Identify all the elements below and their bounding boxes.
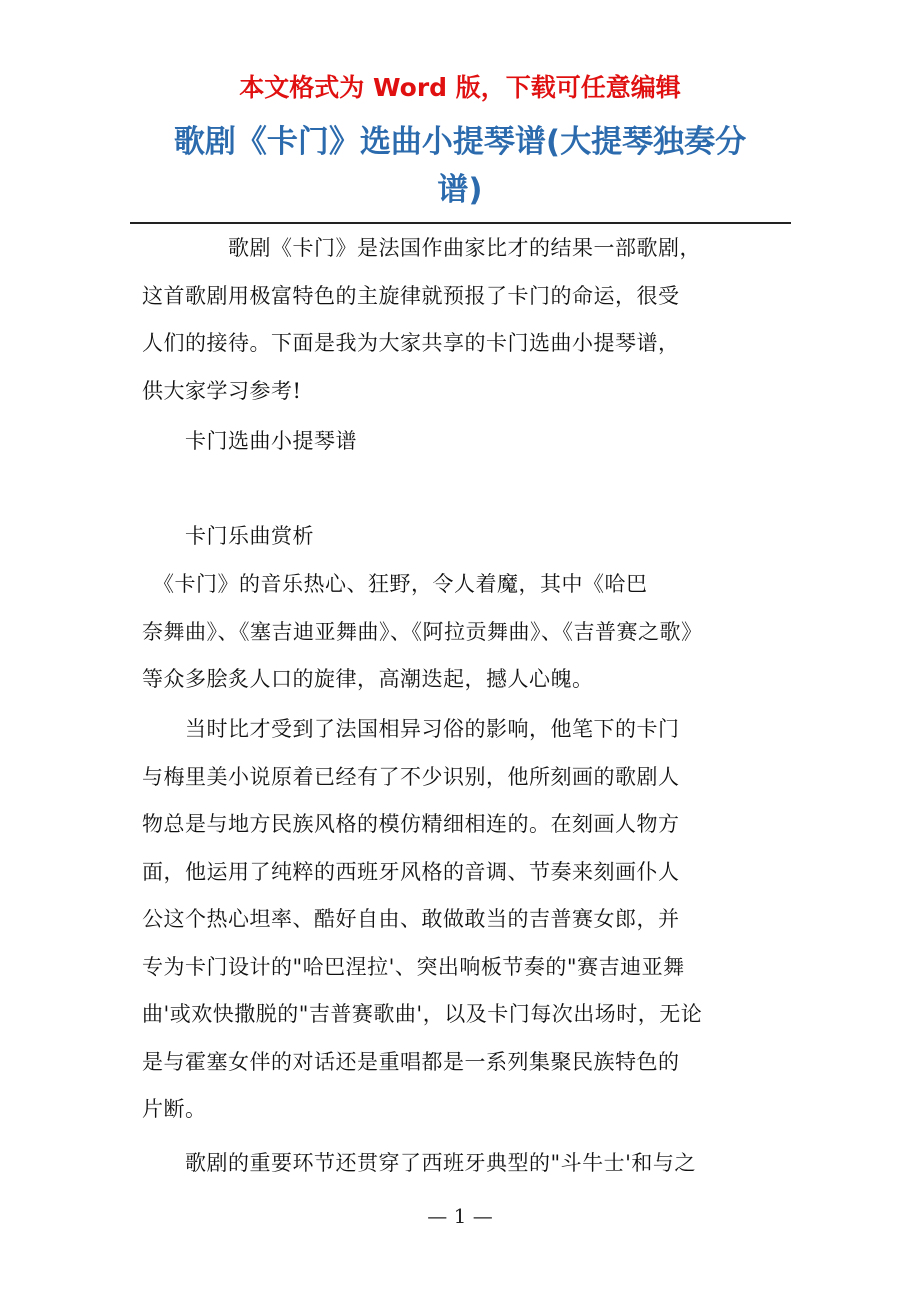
text-line: 当时比才受到了法国相异习俗的影响，他笔下的卡门	[142, 717, 680, 741]
text-line: 《卡门》的音乐热心、狂野，令人着魔，其中《哈巴	[142, 572, 648, 596]
text-line: 与梅里美小说原着已经有了不少识别，他所刻画的歌剧人	[142, 764, 680, 789]
section-heading-appreciation	[142, 513, 782, 561]
document-title	[130, 118, 790, 214]
text-line: 歌剧的重要环节还贯穿了西班牙典型的"斗牛士'和与之	[142, 1151, 696, 1175]
section-heading-score	[142, 418, 782, 466]
text-line: 这首歌剧用极富特色的主旋律就预报了卡门的命运，很受	[142, 283, 680, 308]
text-line: 物总是与地方民族风格的模仿精细相连的。在刻画人物方	[142, 812, 680, 836]
title-line: 谱)	[437, 172, 483, 208]
text-line: 等众多脍炙人口的旋律，高潮迭起，撼人心魄。	[142, 667, 594, 691]
text-line: 面，他运用了纯粹的西班牙风格的音调、节奏来刻画仆人	[142, 859, 680, 884]
text-line: 曲'或欢快撒脱的"吉普赛歌曲'，以及卡门每次出场时，无论	[142, 1002, 703, 1026]
title-line: 歌剧《卡门》选曲小提琴谱(大提琴独奏分	[173, 124, 747, 160]
text-line: 片断。	[142, 1097, 207, 1121]
text-line: 奈舞曲》、《塞吉迪亚舞曲》、《阿拉贡舞曲》、《吉普赛之歌》	[142, 619, 703, 644]
page-number: — 1 —	[427, 1204, 493, 1228]
body-paragraph	[142, 1140, 782, 1188]
text-line: 专为卡门设计的"哈巴涅拉'、突出响板节奏的"赛吉迪亚舞	[142, 954, 685, 979]
title-divider	[130, 222, 791, 224]
body-paragraph	[142, 561, 782, 704]
text-line: 卡门乐曲赏析	[142, 524, 314, 548]
text-line: 供大家学习参考!	[142, 378, 302, 403]
text-line: 公这个热心坦率、酷好自由、敢做敢当的吉普赛女郎，并	[142, 907, 680, 931]
text-line: 人们的接待。下面是我为大家共享的卡门选曲小提琴谱，	[142, 331, 680, 355]
editable-notice-banner: 本文格式为 Word 版，下载可任意编辑	[239, 73, 681, 102]
text-line: 是与霍塞女伴的对话还是重唱都是一系列集聚民族特色的	[142, 1049, 680, 1074]
text-line: 歌剧《卡门》是法国作曲家比才的结果一部歌剧，	[142, 236, 701, 260]
text-line: 卡门选曲小提琴谱	[142, 429, 357, 453]
body-paragraph	[142, 706, 782, 1134]
intro-paragraph	[142, 225, 782, 415]
